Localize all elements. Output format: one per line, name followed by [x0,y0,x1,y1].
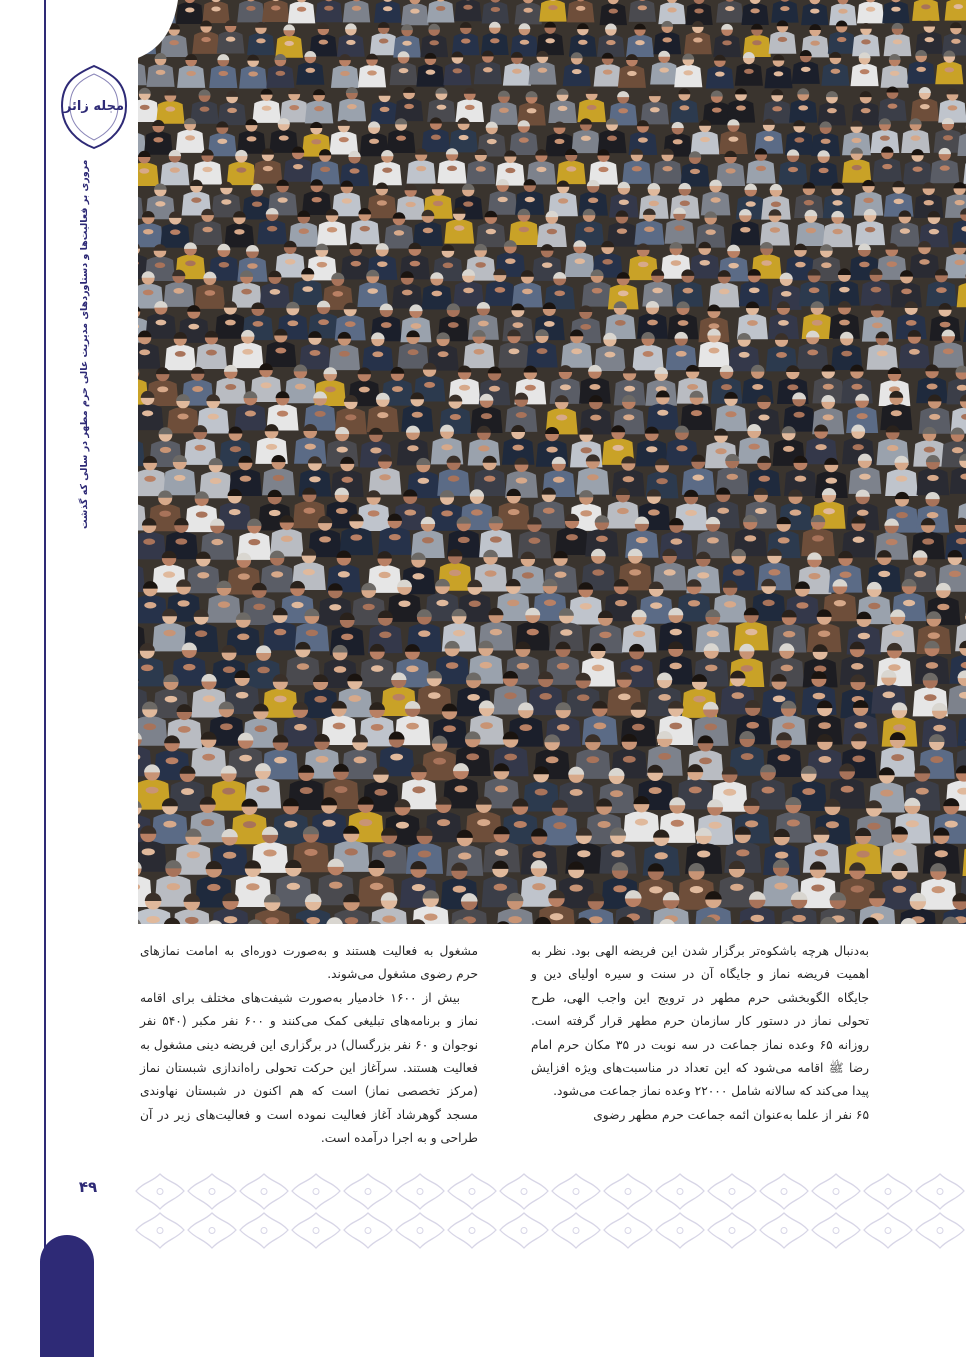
paragraph: مشغول به فعالیت هستند و به‌صورت دوره‌ای به امامت نمازهای حرم رضوی مشغول می‌شوند. [140,944,478,982]
paragraph: بیش از ۱۶۰۰ خادمیار به‌صورت شیفت‌های مختلف برای اقامه نماز و برنامه‌های تبلیغی کمک می‌کنند و ۶۰۰ نفر مکبر (۵۴۰ نفر نوجوان و ۶۰ نفر بزرگسال) در برگزاری این فریضه دینی مشغول به فعالیت هستند. سرآغاز این حرکت تحولی راه‌اندازی شبستان نماز (مرکز تخصصی نماز) است که هم اکنون در شبستان نهاوندی مسجد گوهرشاد آغاز فعالیت نموده است و فعالیت‌های زیر در آن طراحی و به اجرا درآمده است. [140,990,478,1146]
page-number: ۴۹ [78,1178,98,1196]
paragraph: به‌دنبال هرچه باشکوه‌تر برگزار شدن این فریضه الهی بود. نظر به اهمیت فریضه نماز و جایگاه آن در سنت و سیره اولیای دین و جایگاه الگوبخشی حرم مطهر در ترویج این واجب الهی، طرح تحولی نماز در دستور کار سازمان حرم مطهر قرار گرفته است. روزانه ۶۵ وعده نماز جماعت در سه نوبت در ۳۵ مکان حرم امام رضا ﷺ اقامه می‌شود که این تعداد در مناسبت‌های ویژه افزایش پیدا می‌کند که سالانه شامل ۲۲۰۰۰ وعده نماز جماعت می‌شود. [531,944,870,1099]
text-column-right [531,940,869,1127]
text-column-left [140,940,478,1151]
running-head: مروری بر فعالیت‌ها و دستاوردهای مدیریت عالی حرم مطهر در سالی که گذشت [79,160,90,530]
paragraph: ۶۵ نفر از علما به‌عنوان ائمه جماعت حرم مطهر رضوی [593,1107,869,1122]
magazine-logo [56,62,132,150]
logo-text: مجله زائر [63,99,125,114]
margin-rule [44,0,46,1357]
crowd-prayer-photo [138,0,966,924]
footer-ornament [134,1172,966,1250]
margin-tab [40,1235,94,1357]
